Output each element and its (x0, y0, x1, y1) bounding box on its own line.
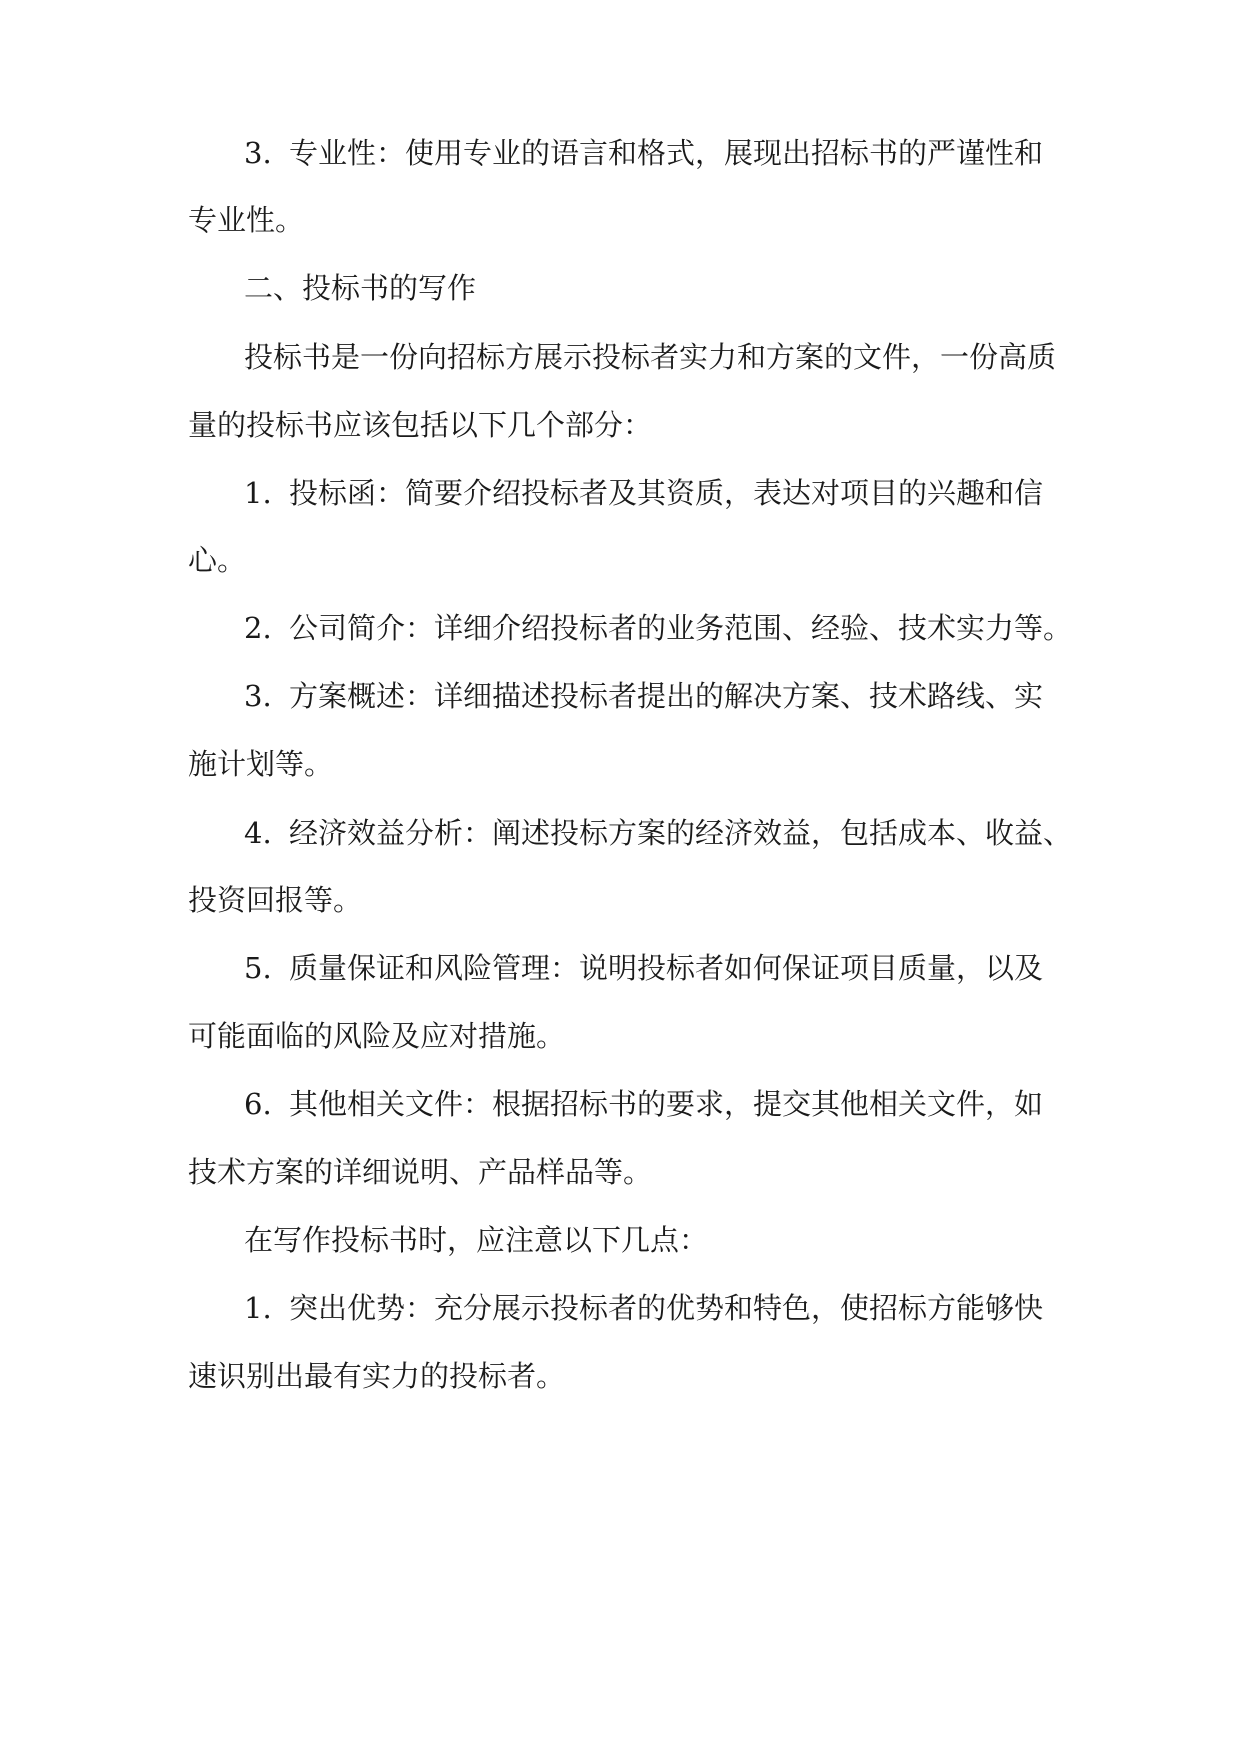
paragraph-line (244, 813, 1072, 853)
paragraph-line: 投资回报等。 (188, 883, 363, 917)
paragraph-text: 其他相关文件：根据招标书的要求，提交其他相关文件，如 (289, 1087, 1044, 1121)
paragraph-line: 速识别出最有实力的投标者。 (188, 1359, 566, 1393)
paragraph-text: 突出优势：充分展示投标者的优势和特色，使招标方能够快 (289, 1291, 1044, 1325)
paragraph-line: 心。 (188, 543, 247, 577)
paragraph-line (244, 1288, 1043, 1328)
list-number: 1. (244, 476, 272, 510)
paragraph-line (244, 948, 1043, 988)
paragraph-line (244, 608, 1072, 648)
paragraph-line (244, 133, 1043, 173)
paragraph-line (244, 1084, 1043, 1124)
paragraph-line: 可能面临的风险及应对措施。 (188, 1019, 566, 1053)
list-number: 3. (244, 136, 272, 170)
paragraph-line: 技术方案的详细说明、产品样品等。 (188, 1155, 653, 1189)
paragraph-text: 投标函：简要介绍投标者及其资质，表达对项目的兴趣和信 (289, 476, 1044, 510)
list-number: 1. (244, 1291, 272, 1325)
list-number: 6. (244, 1087, 272, 1121)
paragraph-line: 在写作投标书时，应注意以下几点： (244, 1223, 709, 1257)
paragraph-text: 公司简介：详细介绍投标者的业务范围、经验、技术实力等。 (289, 611, 1073, 645)
list-number: 4. (244, 816, 272, 850)
paragraph-line (244, 676, 1043, 716)
paragraph-text: 质量保证和风险管理：说明投标者如何保证项目质量，以及 (289, 951, 1044, 985)
section-heading: 二、投标书的写作 (244, 271, 477, 305)
list-number: 3. (244, 679, 272, 713)
paragraph-text: 专业性：使用专业的语言和格式，展现出招标书的严谨性和 (289, 136, 1044, 170)
paragraph-line: 施计划等。 (188, 747, 334, 781)
paragraph-line (244, 473, 1043, 513)
paragraph-line: 专业性。 (188, 203, 305, 237)
list-number: 5. (244, 951, 272, 985)
paragraph-line: 量的投标书应该包括以下几个部分： (188, 408, 653, 442)
list-number: 2. (244, 611, 272, 645)
paragraph-text: 经济效益分析：阐述投标方案的经济效益，包括成本、收益、 (289, 816, 1073, 850)
paragraph-line: 投标书是一份向招标方展示投标者实力和方案的文件，一份高质 (244, 340, 1057, 374)
paragraph-text: 方案概述：详细描述投标者提出的解决方案、技术路线、实 (289, 679, 1044, 713)
